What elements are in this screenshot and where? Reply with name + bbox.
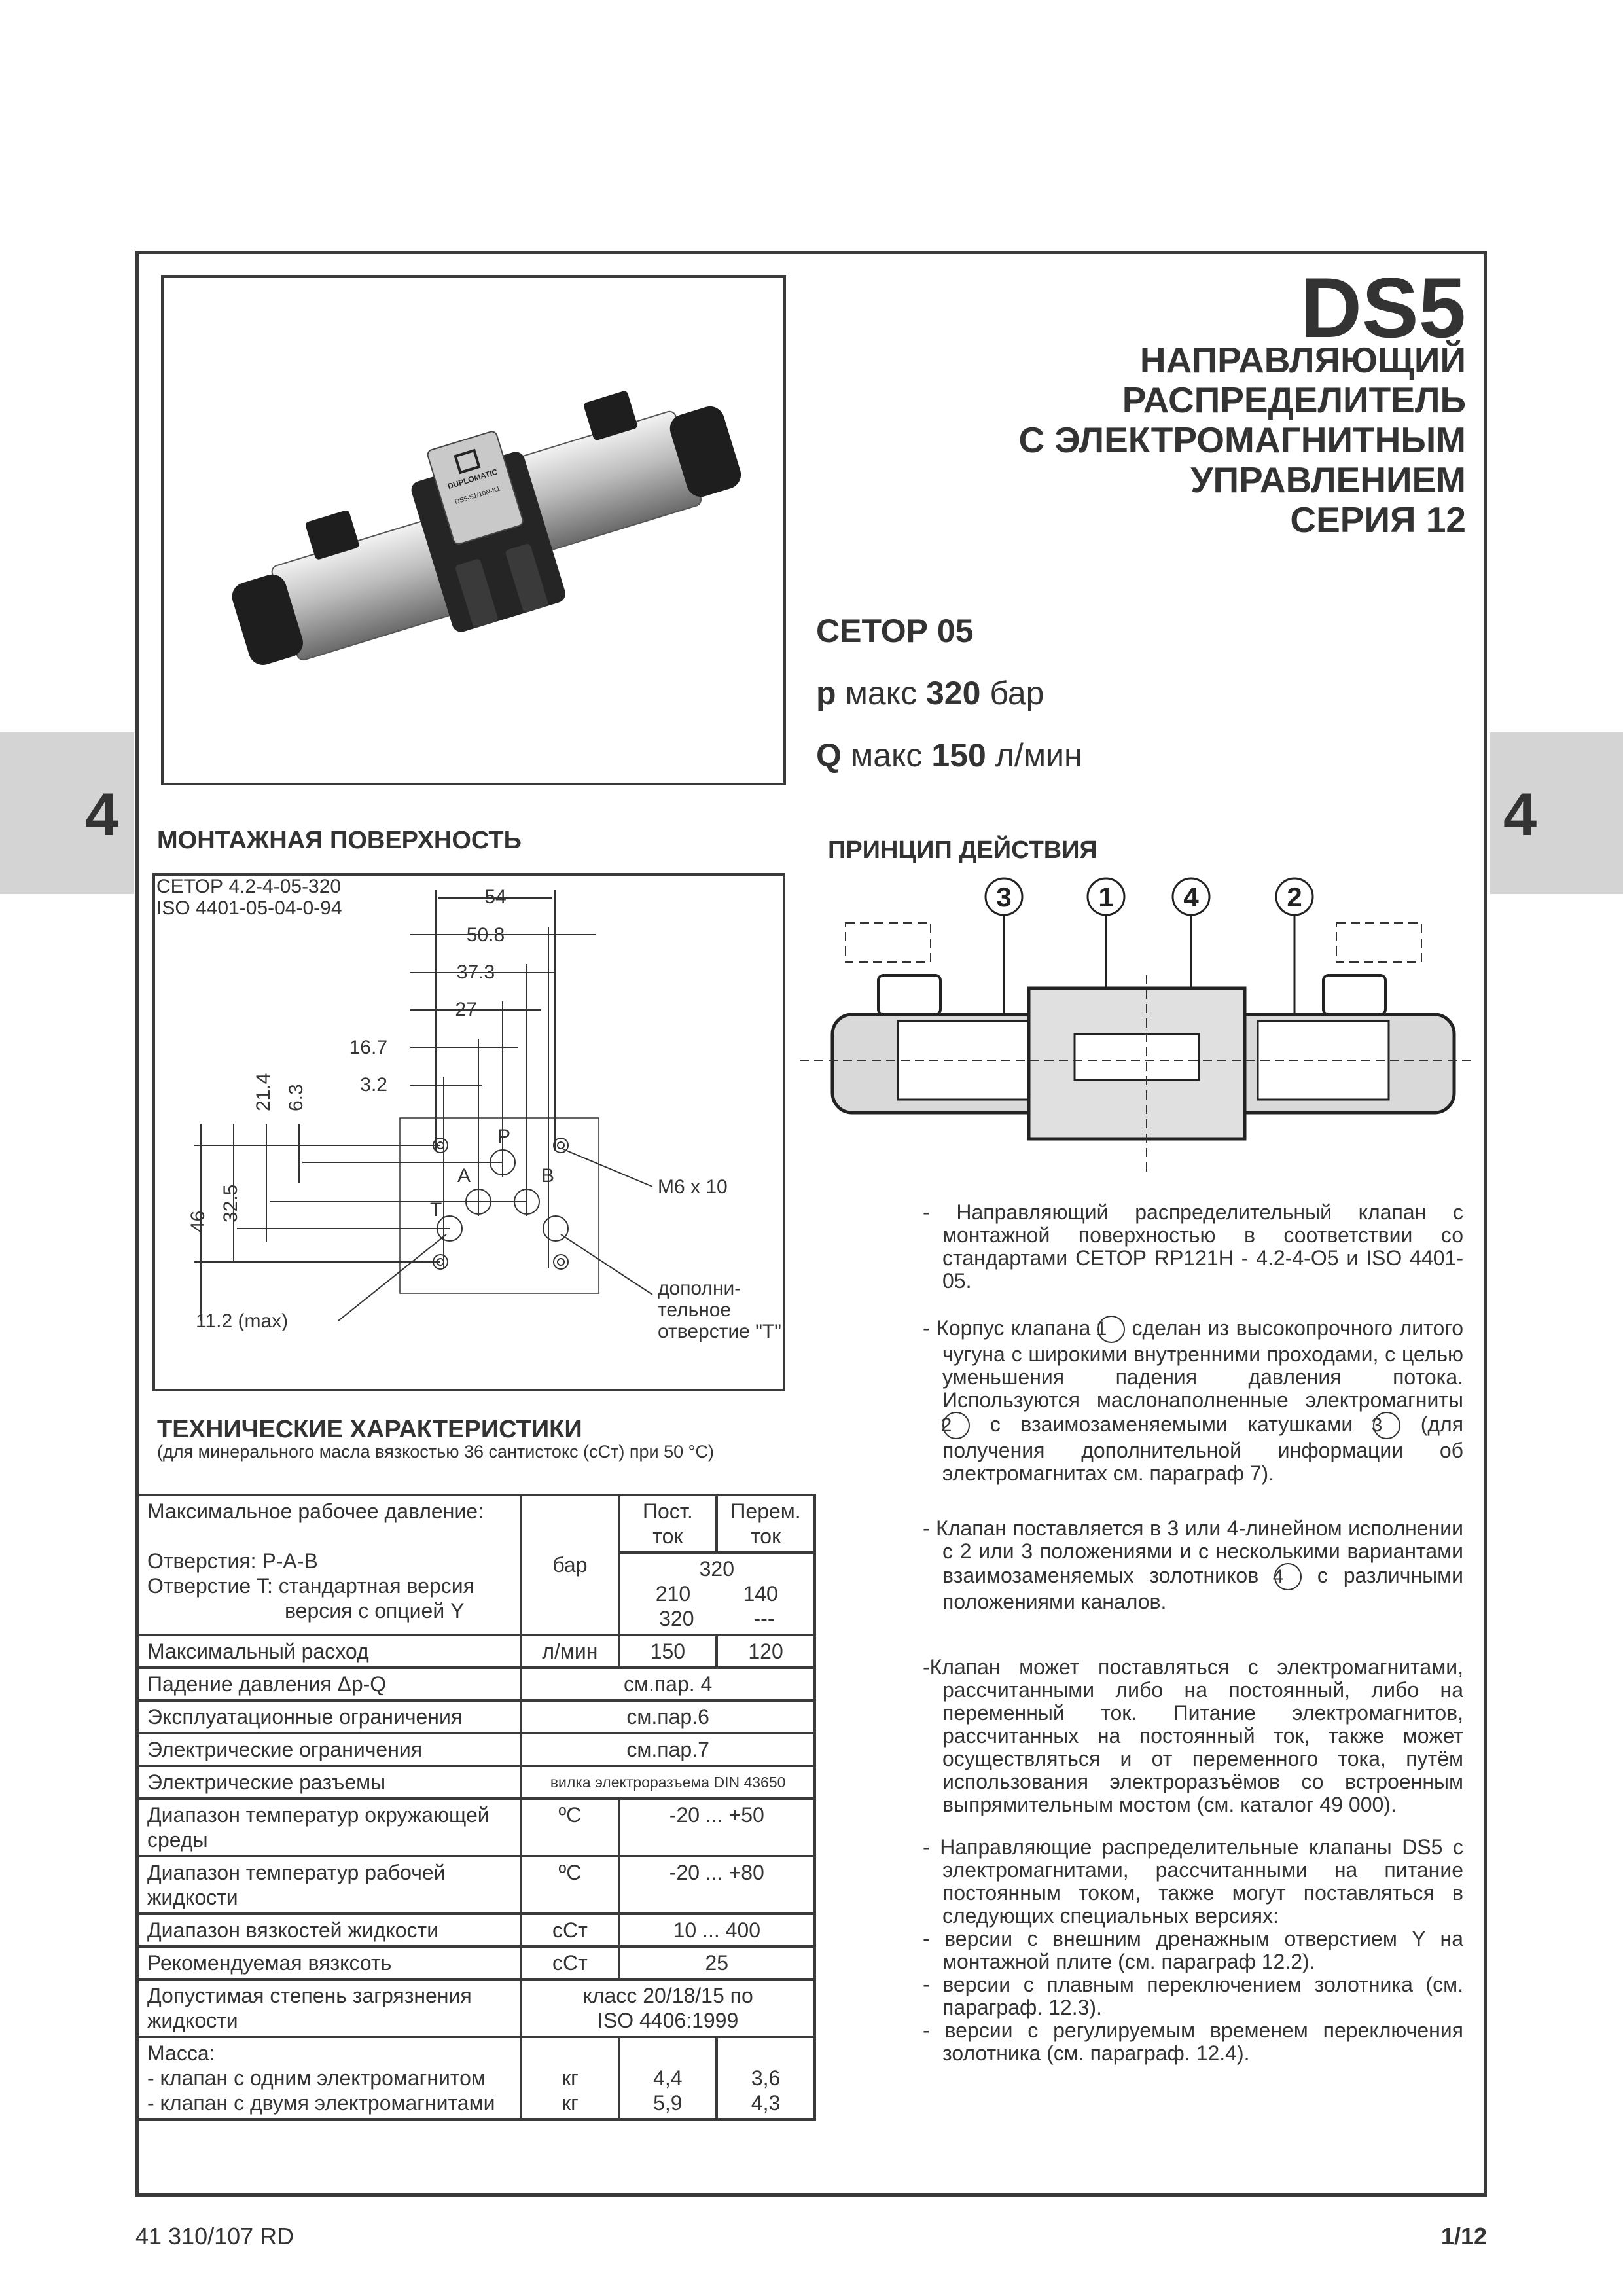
column-header-ac: Перем. ток [717,1495,815,1552]
spec-value: ISO 4406:1999 [597,2009,739,2032]
product-photo [161,275,786,785]
spec-value: 320 [699,1557,734,1581]
spec-value: 25 [619,1946,815,1979]
spec-label: Электрические разъемы [137,1766,521,1799]
table-row [137,1495,815,1552]
spec-value: 4,3 [751,2091,781,2115]
spec-label: Электрические ограничения [137,1733,521,1766]
spec-label: Максимальный расход [137,1635,521,1668]
description-text: - Направляющий распределительный клапан с монтажной поверхностью в соответствии со стандартами СЕТОР RP121H - 4.2-4-O5 и ISO 4401-05. [923,1200,1464,1293]
spec-label: Максимальное рабочее давление: [147,1499,484,1523]
spec-sublabel: версия с опцией Y [285,1599,465,1623]
subtitle-line: НАПРАВЛЯЮЩИЙ [1139,340,1466,380]
column-header-dc: Пост. ток [619,1495,717,1552]
spec-unit: кг [562,2091,579,2115]
dim-label: 3.2 [360,1074,387,1096]
spec-unit: ºC [521,1856,618,1914]
table-row [137,1668,815,1700]
dim-label: 32.5 [220,1184,241,1223]
spec-value-cell [521,1979,815,2037]
mounting-surface-heading: МОНТАЖНАЯ ПОВЕРХНОСТЬ [157,827,522,854]
description-list-item: - версии с внешним дренажным отверстием Y на монтажной плите (см. параграф 12.2). [923,1927,1463,1973]
thread-label: M6 x 10 [658,1176,728,1198]
spec-sublabel: Отверстия: P-A-B [147,1549,318,1573]
specs-subheading: (для минерального масла вязкостью 36 сантистокс (сСт) при 50 °C) [157,1442,714,1462]
spec-value: 5,9 [653,2091,683,2115]
spec-value: 4,4 [653,2066,683,2090]
port-label-t: T [430,1199,442,1221]
spec-label: Диапазон температур окружающей среды [137,1799,521,1856]
spec-label: Эксплуатационные ограничения [137,1700,521,1733]
description-paragraph-3 [923,1517,1463,1613]
pressure-label: макс [845,675,918,711]
description-paragraph-2 [923,1316,1463,1485]
spec-value: вилка электроразъема DIN 43650 [521,1766,815,1799]
spec-value: 140 [743,1582,778,1605]
spec-value: 150 [619,1635,717,1668]
spec-value: -20 ... +80 [619,1856,815,1914]
principle-heading: ПРИНЦИП ДЕЙСТВИЯ [828,836,1097,864]
table-row [137,2037,815,2119]
valve-section-diagram [800,870,1474,1172]
subtitle-line: РАСПРЕДЕЛИТЕЛЬ [1122,380,1466,420]
description-text: - Направляющие распределительные клапаны DS5 с электромагнитами, рассчитанными на питание постоянным током, также могут поставляться в следующих специальных версиях: [923,1835,1463,1928]
spec-value: -20 ... +50 [619,1799,815,1856]
description-text-block [923,1517,1463,1613]
dim-label: 16.7 [349,1037,387,1058]
description-text: - Клапан поставляется в 3 или 4-линейном исполнении с 2 или 3 положениями и с несколькими вариантами взаимозаменяемых золотников [923,1516,1463,1587]
spec-label: Падение давления Δp-Q [137,1668,521,1700]
table-row [137,1979,815,2037]
spec-value: 320 [659,1607,694,1630]
spec-value: 10 ... 400 [619,1914,815,1946]
extra-port-label: отверстие "T" [658,1321,781,1342]
callout-circle: 1 [1097,1316,1125,1343]
pressure-values [619,1552,815,1635]
table-row [137,1799,815,1856]
description-text: - Корпус клапана [923,1316,1091,1340]
brand-logo-text: DUPLOMATIC [446,467,499,492]
document-code: 41 310/107 RD [135,2223,294,2250]
spec-value: см.пар.7 [521,1733,815,1766]
description-list-item: - версии с регулируемым временем переключения золотника (см. параграф. 12.4). [923,2018,1463,2065]
dim-label: 27 [455,999,477,1020]
table-row [137,1946,815,1979]
section-number-left: 4 [85,781,119,848]
spec-label: Диапазон температур рабочей жидкости [137,1856,521,1914]
table-row [137,1700,815,1733]
table-row [137,1733,815,1766]
description-text: сделан из высокопрочного литого чугуна с широкими внутренними проходами, с целью уменьшения падения давления потока. Используются маслонаполненные электромагниты [942,1316,1464,1412]
spec-value: см.пар. 4 [521,1668,815,1700]
flow-value: 150 [931,737,986,774]
description-text: с взаимозаменяемыми катушками [990,1412,1353,1436]
callout-number: 2 [1287,882,1302,912]
spec-unit: бар [521,1495,618,1635]
spec-value: 3,6 [751,2066,781,2090]
port-label-a: A [457,1165,471,1187]
description-paragraph-5 [923,1836,1463,2065]
description-paragraph-1 [923,1201,1463,1293]
extra-port-label: дополни- [658,1278,741,1299]
description-paragraph-4 [923,1656,1463,1816]
spec-unit: кг [562,2066,579,2090]
section-number-right: 4 [1503,781,1537,848]
table-row [137,1856,815,1914]
spec-sublabel: - клапан с двумя электромагнитами [147,2091,495,2115]
dim-label: 37.3 [456,961,495,983]
spec-value-cell [717,2037,815,2119]
spec-unit: л/мин [521,1635,618,1668]
flow-symbol: Q [816,737,842,774]
table-row [137,1766,815,1799]
cetop-size: СЕТОР 05 [816,613,974,649]
dim-label: 46 [187,1210,209,1232]
spec-label: Масса: [147,2041,215,2065]
specs-heading: ТЕХНИЧЕСКИЕ ХАРАКТЕРИСТИКИ [157,1416,582,1443]
spec-value: 210 [655,1582,691,1605]
extra-port-label: тельное [658,1299,732,1321]
description-text-block [923,1316,1463,1485]
spec-value: --- [753,1607,775,1630]
section-tab-left [0,732,134,894]
dim-label: 21.4 [253,1073,274,1111]
subtitle-line: УПРАВЛЕНИЕМ [1190,459,1466,500]
dim-label: 54 [484,886,507,908]
spec-value: класс 20/18/15 по [582,1984,753,2007]
description-text: (для получения дополнительной информации об электромагнитах см. параграф 7). [942,1412,1464,1485]
max-flow [816,736,1082,774]
port-label-b: B [541,1165,555,1187]
standard-cetop: СЕТОР 4.2-4-05-320 [156,876,342,897]
description-text: -Клапан может поставляться с электромагнитами, рассчитанными либо на постоянный, либо на переменный ток. Питание электромагнитов, рассчитанных на постоянный ток, также может осуществляться и от переменного тока, путём использования электроразъёмов со встроенным выпрямительным мостом (см. каталог 49 000). [923,1655,1463,1816]
pressure-symbol: p [816,675,836,711]
spec-label: Допустимая степень загрязнения жидкости [137,1979,521,2037]
spec-label-cell [137,2037,521,2119]
valve-photo-illustration [164,278,783,783]
spec-value-cell [619,2037,717,2119]
spec-label: Рекомендуемая вязксоть [137,1946,521,1979]
pressure-value: 320 [925,675,981,711]
product-subtitle [1018,340,1466,540]
page-number: 1/12 [1440,2223,1487,2250]
max-depth-label: 11.2 (max) [196,1310,289,1332]
flow-label: макс [850,737,923,774]
subtitle-line: СЕРИЯ 12 [1290,499,1466,540]
table-row [137,1635,815,1668]
mounting-surface-drawing [152,873,785,1391]
spec-value: 120 [717,1635,815,1668]
callout-number: 4 [1183,882,1199,912]
port-label-p: P [497,1126,511,1147]
callout-number: 3 [996,882,1012,912]
max-pressure [816,674,1044,712]
description-text: с различными положениями каналов. [942,1564,1463,1613]
spec-label-cell [137,1495,521,1635]
subtitle-line: С ЭЛЕКТРОМАГНИТНЫМ [1018,420,1466,460]
mounting-drawing-svg [155,876,783,1389]
plate-type-text: DS5-S1/10N-K1 [454,485,501,506]
standard-iso: ISO 4401-05-04-0-94 [156,897,342,919]
table-row [137,1914,815,1946]
callout-circle: 3 [1373,1412,1400,1439]
description-list-item: - версии с плавным переключением золотника (см. параграф. 12.3). [923,1973,1463,2019]
callout-circle: 4 [1274,1563,1302,1590]
dim-label: 50.8 [466,924,505,946]
dim-label: 6.3 [285,1084,307,1111]
spec-unit: ºC [521,1799,618,1856]
callout-circle: 2 [942,1412,970,1439]
spec-label: Диапазон вязкостей жидкости [137,1914,521,1946]
product-model-title: DS5 [1300,260,1466,355]
spec-sublabel: - клапан с одним электромагнитом [147,2066,486,2090]
section-tab-right [1490,732,1623,894]
spec-unit: сСт [521,1946,618,1979]
spec-sublabel: Отверстие T: стандартная версия [147,1574,474,1598]
specs-table [135,1494,816,2121]
flow-unit: л/мин [995,737,1082,774]
spec-unit: сСт [521,1914,618,1946]
spec-value: см.пар.6 [521,1700,815,1733]
spec-unit-cell [521,2037,618,2119]
pressure-unit: бар [990,675,1044,711]
callout-number: 1 [1098,882,1114,912]
